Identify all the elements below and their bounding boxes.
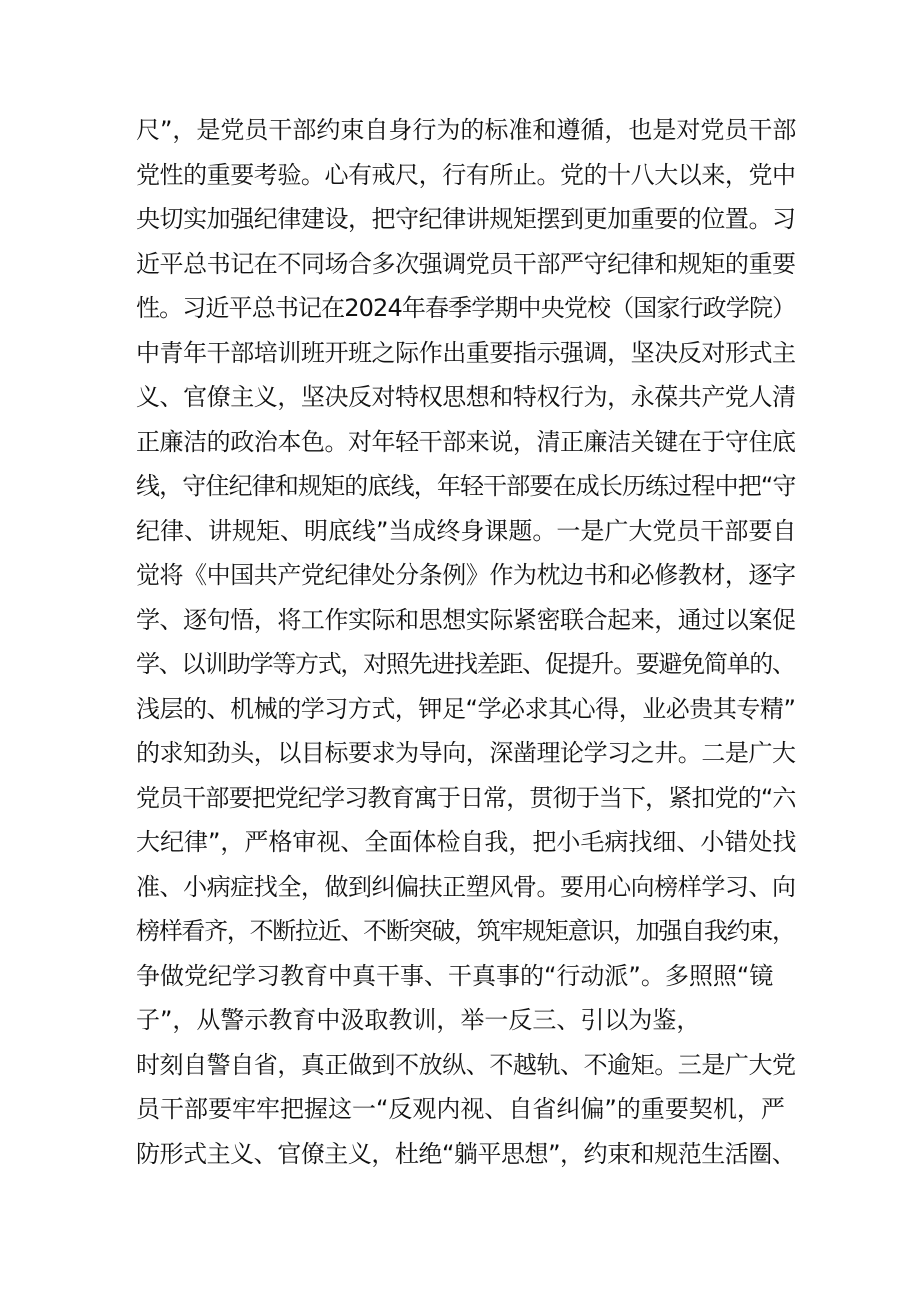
text-line: 近平总书记在不同场合多次强调党员干部严守纪律和规矩的重要	[136, 249, 796, 278]
text-line: 线，守住纪律和规矩的底线，年轻干部要在成长历练过程中把“守	[136, 472, 796, 500]
text-line: 时刻自警自省，真正做到不放纵、不越轨、不逾矩。三是广大党	[136, 1050, 796, 1079]
body-text	[136, 108, 796, 1176]
text-line: 学、以训助学等方式，对照先进找差距、促提升。要避免简单的、	[136, 650, 795, 678]
text-line: 员干部要牢牢把握这一“反观内视、自省纠偏”的重要契机，严	[136, 1095, 785, 1123]
text-line: 义、官僚主义，坚决反对特权思想和特权行为，永葆共产党人清	[136, 383, 796, 411]
text-line: 准、小病症找全，做到纠偏扶正塑风骨。要用心向榜样学习、向	[136, 872, 796, 901]
text-line: 党员干部要把党纪学习教育寓于日常，贯彻于当下，紧扣党的“六	[136, 783, 796, 812]
text-line: 学、逐句悟，将工作实际和思想实际紧密联合起来，通过以案促	[136, 605, 796, 634]
text-line: 大纪律”，严格审视、全面体检自我，把小毛病找细、小错处找	[136, 828, 797, 856]
text-line: 争做党纪学习教育中真干事、干真事的“行动派”。多照照“镜	[136, 961, 774, 990]
text-line: 纪律、讲规矩、明底线”当成终身课题。一是广大党员干部要自	[136, 516, 797, 545]
text-line: 中青年干部培训班开班之际作出重要指示强调，坚决反对形式主	[136, 338, 796, 367]
text-line: 党性的重要考验。心有戒尺，行有所止。党的十八大以来，党中	[136, 160, 796, 189]
text-line: 性。习近平总书记在2024年春季学期中央党校（国家行政学院）	[136, 294, 796, 322]
text-line: 榜样看齐，不断拉近、不断突破，筑牢规矩意识，加强自我约束，	[136, 917, 795, 945]
text-line: 的求知劲头，以目标要求为导向，深凿理论学习之井。二是广大	[136, 739, 796, 767]
text-line: 子”，从警示教育中汲取教训，举一反三、引以为鉴，	[136, 1006, 701, 1034]
text-line: 防形式主义、官僚主义，杜绝“躺平思想”，约束和规范生活圈、	[136, 1139, 796, 1168]
text-line: 觉将《中国共产党纪律处分条例》作为枕边书和必修教材，逐字	[136, 561, 796, 589]
text-line: 尺”，是党员干部约束自身行为的标准和遵循，也是对党员干部	[136, 116, 797, 144]
text-line: 浅层的、机械的学习方式，钾足“学必求其心得，业必贵其专精”	[136, 694, 796, 723]
text-line: 央切实加强纪律建设，把守纪律讲规矩摆到更加重要的位置。习	[136, 205, 796, 233]
text-line: 正廉洁的政治本色。对年轻干部来说，清正廉洁关键在于守住底	[136, 427, 796, 456]
